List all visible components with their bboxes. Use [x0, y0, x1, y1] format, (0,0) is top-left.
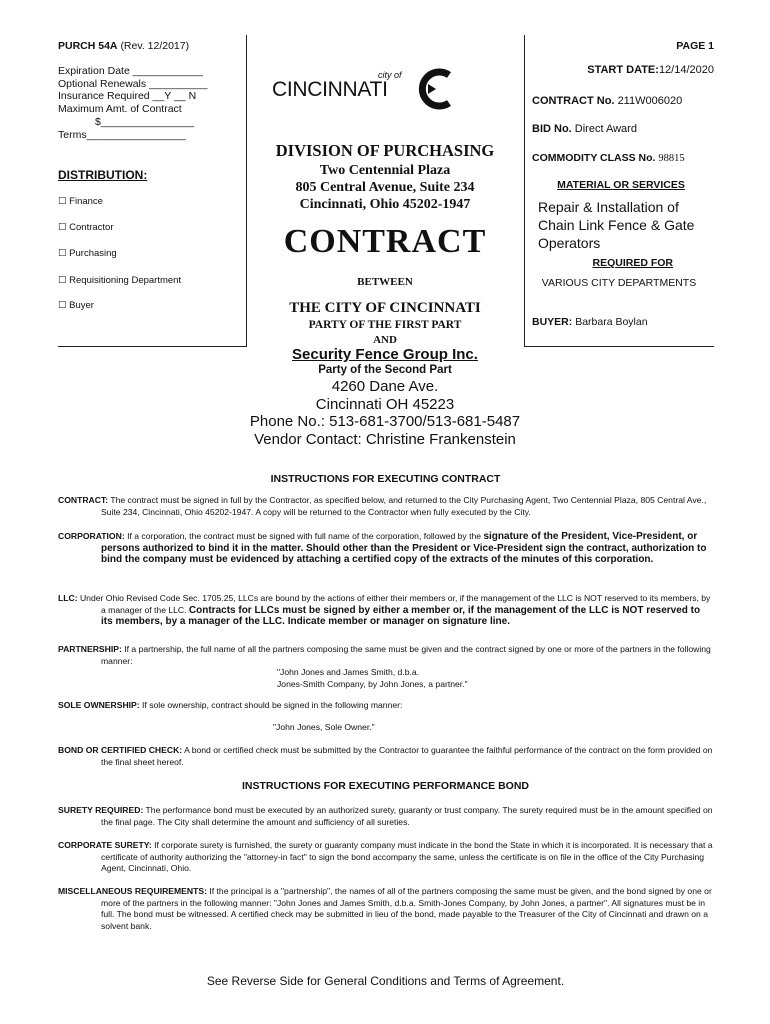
commodity-class-label: COMMODITY CLASS No. — [532, 152, 656, 164]
instruction-label: BOND OR CERTIFIED CHECK: — [58, 745, 183, 755]
instruction-text: If a corporation, the contract must be signed with full name of the corporation, followed by the — [127, 531, 482, 541]
instruction-text: If the principal is a "partnership", the names of all of the partners composing the same must be given, and the bond signed by one or more of the partners in the following manner: "John Jones and James Smith, d.b.a. Smith-Jones Company, by John Jones, a partner". All signatures must be in full. The bond must be witnessed. A certified check may be submitted in lieu of the bond, made payable to the Treasurer of the City of Cincinnati and drawn on a solvent bank. — [101, 886, 712, 931]
bond-instruction — [58, 745, 713, 768]
instruction-label: SOLE OWNERSHIP: — [58, 700, 140, 710]
division-address-2: 805 Central Avenue, Suite 234 — [295, 180, 475, 195]
corporate-surety-instruction — [58, 840, 713, 875]
terms-field: Terms_________________ — [58, 129, 186, 141]
distribution-item-label: Purchasing — [69, 248, 117, 259]
division-address-3: Cincinnati, Ohio 45202-1947 — [299, 197, 471, 212]
distribution-item: ☐ Contractor — [58, 222, 114, 233]
instruction-text: If corporate surety is furnished, the surety or guaranty company must indicate in the bond the State in which it is incorporated. It is necessary that a certificate of authority authorizing the "attorney-in fact" to sign the bond accompany the same, unless the certificate is on file in the office of the City Purchasing Agent, Cincinnati, Ohio. — [101, 840, 713, 873]
required-for-label: REQUIRED FOR — [592, 257, 673, 269]
contract-number-row — [532, 95, 682, 107]
instruction-text: The performance bond must be executed by an authorized surety, guaranty or trust company. The surety required must be in the amount specified on the final page. The City shall determine the amount and sufficiency of all sureties. — [101, 805, 713, 827]
material-services-label: MATERIAL OR SERVICES — [557, 179, 685, 191]
sole-ownership-instruction — [58, 700, 713, 733]
contract-number-label: CONTRACT No. — [532, 95, 615, 107]
form-id — [58, 40, 189, 52]
vendor-address-1: 4260 Dane Ave. — [331, 378, 439, 395]
bid-number-value: Direct Award — [574, 123, 637, 135]
right-bottom-rule — [524, 346, 714, 347]
vendor-name: Security Fence Group Inc. — [292, 346, 478, 363]
bid-number-label: BID No. — [532, 123, 572, 135]
buyer-value: Barbara Boylan — [575, 316, 648, 328]
vendor-phone: Phone No.: 513-681-3700/513-681-5487 — [249, 413, 521, 430]
cincinnati-c-icon — [416, 66, 458, 112]
distribution-item-label: Finance — [69, 196, 103, 207]
instruction-label: MISCELLANEOUS REQUIREMENTS: — [58, 886, 207, 896]
instruction-label: LLC: — [58, 593, 78, 603]
instruction-text: If a partnership, the full name of all the partners composing the same must be given and the contract signed by one or more of the partners in the following manner: — [101, 644, 711, 666]
partnership-instruction — [58, 644, 713, 690]
buyer-row — [532, 316, 648, 328]
party-first-label: PARTY OF THE FIRST PART — [308, 319, 462, 331]
instruction-label: CORPORATE SURETY: — [58, 840, 152, 850]
partnership-example-2: Jones-Smith Company, by John Jones, a partner." — [277, 678, 468, 689]
maximum-amount-field: $________________ — [95, 116, 195, 128]
distribution-item: ☐ Purchasing — [58, 248, 117, 259]
form-revision: (Rev. 12/2017) — [120, 40, 190, 52]
maximum-amount-label: Maximum Amt. of Contract — [58, 103, 182, 115]
page-number: PAGE 1 — [676, 40, 714, 52]
material-services-value: Repair & Installation of Chain Link Fence & Gate Operators — [538, 199, 695, 251]
corporation-instruction — [58, 531, 713, 566]
distribution-item-label: Contractor — [69, 222, 114, 233]
contract-instructions-title: INSTRUCTIONS FOR EXECUTING CONTRACT — [270, 473, 501, 485]
start-date-value: 12/14/2020 — [658, 64, 714, 76]
llc-instruction — [58, 593, 713, 628]
optional-renewals-field: Optional Renewals __________ — [58, 78, 208, 90]
form-id-code: PURCH 54A — [58, 40, 118, 52]
instruction-label: CORPORATION: — [58, 531, 125, 541]
performance-bond-title: INSTRUCTIONS FOR EXECUTING PERFORMANCE BOND — [241, 780, 529, 792]
between-label: BETWEEN — [357, 276, 413, 288]
logo-city-of: city of — [378, 70, 402, 80]
party-second-label: Party of the Second Part — [318, 364, 452, 376]
commodity-class-row — [532, 152, 685, 164]
instruction-label: SURETY REQUIRED: — [58, 805, 144, 815]
start-date-label: START DATE: — [587, 64, 659, 76]
buyer-label: BUYER: — [532, 316, 573, 328]
vendor-contact: Vendor Contact: Christine Frankenstein — [254, 431, 516, 448]
contract-number-value: 211W006020 — [617, 95, 683, 107]
distribution-item: ☐ Finance — [58, 196, 103, 207]
instruction-label: CONTRACT: — [58, 495, 109, 505]
miscellaneous-instruction — [58, 886, 713, 932]
instruction-text: A bond or certified check must be submitted by the Contractor to guarantee the faithful performance of the contract on the form provided on the final sheet hereof. — [101, 745, 713, 767]
bid-number-row — [532, 123, 637, 135]
city-party-name: THE CITY OF CINCINNATI — [289, 300, 481, 316]
instruction-label: PARTNERSHIP: — [58, 644, 122, 654]
commodity-class-value: 98815 — [658, 153, 685, 164]
insurance-required-field: Insurance Required __Y __ N — [58, 90, 197, 102]
distribution-item: ☐ Buyer — [58, 300, 94, 311]
and-label: AND — [373, 334, 397, 346]
distribution-title: DISTRIBUTION: — [58, 168, 148, 182]
distribution-item-label: Buyer — [69, 300, 94, 311]
right-divider — [524, 35, 525, 347]
instruction-emphasis: Contracts for LLCs must be signed by either a member or, if the management of the LLC is NOT reserved to its members, by a manager of the LLC. Indicate member or manager on signature line. — [101, 604, 701, 627]
expiration-date-field: Expiration Date ____________ — [58, 65, 203, 77]
partnership-example-1: "John Jones and James Smith, d.b.a. — [277, 667, 420, 677]
instruction-text: If sole ownership, contract should be signed in the following manner: — [142, 700, 403, 710]
left-bottom-rule — [58, 346, 246, 347]
start-date-row — [540, 64, 714, 76]
reverse-side-note: See Reverse Side for General Conditions and Terms of Agreement. — [206, 974, 565, 988]
sole-ownership-example: "John Jones, Sole Owner." — [273, 721, 375, 732]
distribution-item-label: Requisitioning Department — [69, 275, 182, 286]
distribution-item: ☐ Requisitioning Department — [58, 275, 182, 286]
required-for-value: VARIOUS CITY DEPARTMENTS — [541, 277, 697, 289]
logo-name: CINCINNATI — [272, 78, 388, 101]
city-logo — [266, 66, 466, 116]
instruction-text: Under Ohio Revised Code Sec. 1705.25, LLCs are bound by the actions of either their members or, if the management of the LLC is NOT reserved to its members, by a manager of the LLC. — [79, 593, 711, 615]
surety-required-instruction — [58, 805, 713, 828]
contract-heading: CONTRACT — [283, 223, 487, 260]
instruction-text: The contract must be signed in full by the Contractor, as specified below, and returned to the City Purchasing Agent, Two Centennial Plaza, 805 Central Ave., Suite 234, Cincinnati, Ohio 45202-1947. A copy will be returned to the Contractor when fully executed by the City. — [101, 495, 707, 517]
division-address-1: Two Centennial Plaza — [319, 163, 451, 178]
contract-instruction — [58, 495, 713, 518]
division-title: DIVISION OF PURCHASING — [275, 141, 495, 160]
vendor-address-2: Cincinnati OH 45223 — [315, 396, 455, 413]
left-divider — [246, 35, 247, 347]
instruction-emphasis: signature of the President, Vice-President, or persons authorized to bind it in the matter. Should other than the President or Vice-President sign the contract, authorization to bind the company must be evidenced by attaching a certified copy of the extracts of the minutes of this corporation. — [101, 531, 707, 565]
